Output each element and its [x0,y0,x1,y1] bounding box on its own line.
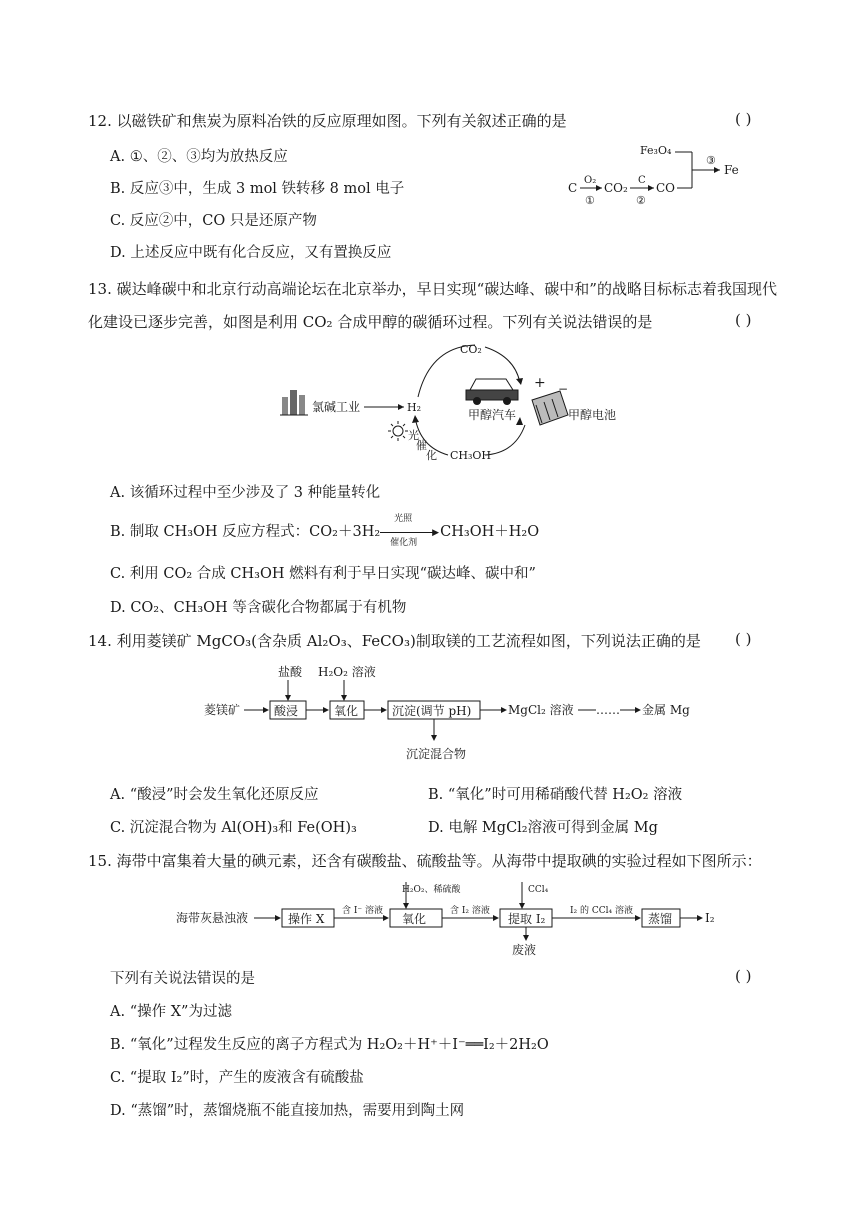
q15-option-d: D. “蒸馏”时，蒸馏烧瓶不能直接加热，需要用到陶土网 [110,1103,465,1119]
factory-icon [280,390,308,415]
q15-question: 下列有关说法错误的是 [110,971,255,987]
q12-option-c: C. 反应②中，CO 只是还原产物 [110,213,317,229]
q12-option-a: A. ①、②、③均为放热反应 [110,149,288,165]
q15-iodine-extraction-flow [172,876,732,958]
q13-photo-char1: 光 [408,429,419,442]
q12-option-d: D. 上述反应中既有化合反应，又有置换反应 [110,245,392,261]
q15-operation-x-label: 操作 X [288,912,325,926]
q14-option-c: C. 沉淀混合物为 Al(OH)₃和 Fe(OH)₃ [110,820,357,836]
q12-answer-paren: ( ) [735,110,752,128]
q12-fe-label: Fe [724,163,739,177]
q12-o2-label: O₂ [584,175,597,186]
q15-reagent1-label: H₂O₂、稀硫酸 [402,885,461,895]
q13-option-c: C. 利用 CO₂ 合成 CH₃OH 燃料有利于早日实现“碳达峰、碳中和” [110,566,536,582]
q15-ccl4-solution-label: I₂ 的 CCl₄ 溶液 [570,906,634,916]
q15-waste-label: 废液 [512,943,537,957]
q13-ch3oh-label: CH₃OH [450,449,492,462]
q14-mgcl2-label: MgCl₂ 溶液 [508,703,574,717]
q15-i2-solution-label: 含 I₂ 溶液 [450,906,490,916]
q14-option-a: A. “酸浸”时会发生氧化还原反应 [110,787,319,803]
q14-process-flow [200,660,700,765]
q12-step2-label: ② [636,194,646,207]
q15-distillation-label: 蒸馏 [648,912,673,926]
q13-answer-paren: ( ) [735,311,752,329]
q13-option-b-prefix: B. 制取 CH₃OH 反应方程式：CO₂＋3H₂ [110,524,381,540]
q13-carbon-cycle-diagram [270,335,650,470]
q14-option-b: B. “氧化”时可用稀硝酸代替 H₂O₂ 溶液 [428,787,683,803]
q13-option-d: D. CO₂、CH₃OH 等含碳化合物都属于有机物 [110,600,407,616]
q13-option-b-cond-bottom: 催化剂 [390,538,418,548]
q13-chlor-alkali-label: 氯碱工业 [312,400,361,414]
q15-start-label: 海带灰悬浊液 [176,911,249,925]
q15-option-a: A. “操作 X”为过滤 [110,1004,232,1020]
q13-option-b [110,514,540,548]
q12-step1-label: ① [585,194,595,207]
q15-stem: 15. 海带中富集着大量的碘元素，还含有碳酸盐、硫酸盐等。从海带中提取碘的实验过程如下图所示： [88,852,762,870]
q13-co2-label: CO₂ [460,343,482,356]
q14-acid-leach-label: 酸浸 [274,704,299,718]
q13-h2-label: H₂ [407,401,422,414]
q12-iron-smelting-diagram [560,140,760,210]
q15-answer-paren: ( ) [735,967,752,985]
q13-stem-line2: 化建设已逐步完善，如图是利用 CO₂ 合成甲醇的碳循环过程。下列有关说法错误的是 [88,313,653,331]
q13-methanol-battery-label: 甲醇电池 [568,408,617,422]
q12-step3-label: ③ [706,154,716,167]
q13-option-a: A. 该循环过程中至少涉及了 3 种能量转化 [110,485,381,501]
q15-option-b: B. “氧化”过程发生反应的离子方程式为 H₂O₂＋H⁺＋I⁻══I₂＋2H₂O [110,1037,549,1053]
q12-option-b: B. 反应③中，生成 3 mol 铁转移 8 mol 电子 [110,181,405,197]
battery-icon [532,391,568,425]
q15-extraction-label: 提取 I₂ [508,912,546,926]
q12-c2-label: C [638,175,646,186]
q12-co2-label: CO₂ [604,181,628,195]
q13-minus-sign: − [558,382,569,396]
q14-stem: 14. 利用菱镁矿 MgCO₃(含杂质 Al₂O₃、FeCO₃)制取镁的工艺流程如图，下列说法正确的是 [88,632,701,650]
q14-mixture-label: 沉淀混合物 [406,747,467,761]
q15-option-c: C. “提取 I₂”时，产生的废液含有硫酸盐 [110,1070,364,1086]
q14-ore-label: 菱镁矿 [204,703,241,717]
q14-hcl-label: 盐酸 [278,665,303,679]
q15-ccl4-label: CCl₄ [528,885,549,895]
q14-answer-paren: ( ) [735,630,752,648]
car-icon [466,379,518,405]
q13-plus-sign: + [534,375,546,391]
q14-mg-label: 金属 Mg [642,703,690,717]
q15-iminus-label: 含 I⁻ 溶液 [342,906,384,916]
q13-stem-line1: 13. 碳达峰碳中和北京行动高端论坛在北京举办，早日实现“碳达峰、碳中和”的战略目标标志着我国现代 [88,280,777,298]
q13-photo-char3: 化 [426,449,437,462]
q13-methanol-car-label: 甲醇汽车 [468,408,517,422]
q14-dots-label: …… [596,703,620,717]
q15-oxidation-label: 氧化 [402,912,427,926]
sun-icon [388,421,408,441]
q14-oxidation-label: 氧化 [334,704,359,718]
q14-precipitation-label: 沉淀(调节 pH) [392,704,472,718]
q12-co-label: CO [656,181,676,195]
q15-i2-product-label: I₂ [705,911,715,925]
q13-photo-char2: 催 [416,439,427,452]
q14-option-d: D. 电解 MgCl₂溶液可得到金属 Mg [428,820,658,836]
reaction-condition-arrow: 光照 ▶ 催化剂 [380,524,440,540]
q12-c-label: C [568,181,578,195]
q13-option-b-cond-top: 光照 [394,514,413,524]
q14-h2o2-label: H₂O₂ 溶液 [318,665,376,679]
q12-fe3o4-label: Fe₃O₄ [640,144,672,157]
q13-option-b-suffix: CH₃OH＋H₂O [440,524,540,540]
q12-stem: 12. 以磁铁矿和焦炭为原料冶铁的反应原理如图。下列有关叙述正确的是 [88,112,567,130]
